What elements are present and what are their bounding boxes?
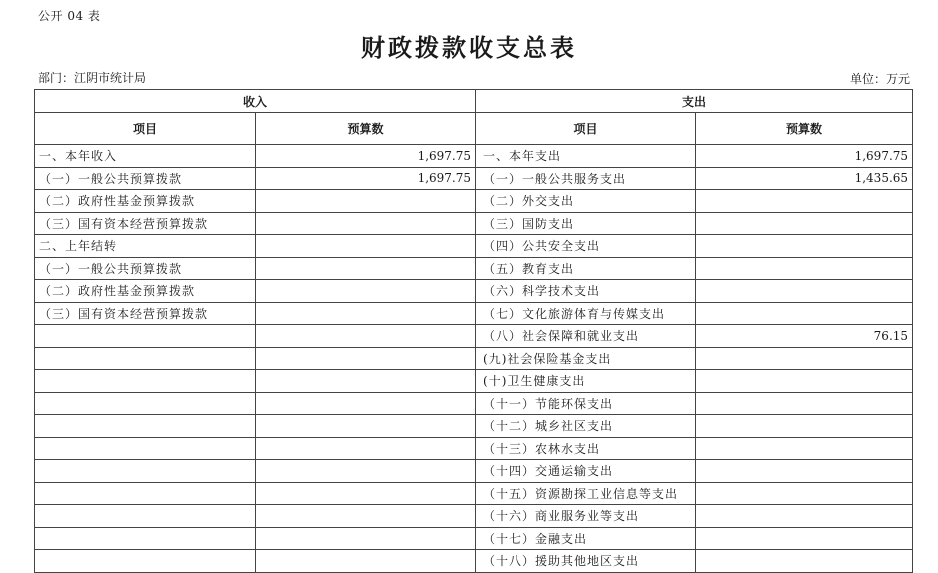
income-value-cell [256, 212, 476, 235]
expense-value-cell: 76.15 [696, 325, 913, 348]
expense-value-cell [696, 550, 913, 573]
income-item-cell: （一）一般公共预算拨款 [35, 257, 256, 280]
budget-table [34, 89, 913, 573]
expense-value-cell [696, 370, 913, 393]
income-item-cell [35, 347, 256, 370]
table-row [35, 527, 913, 550]
table-row [35, 325, 913, 348]
income-item-cell: 一、本年收入 [35, 145, 256, 168]
income-value-cell [256, 235, 476, 258]
table-row [35, 190, 913, 213]
expense-value-cell: 1,697.75 [696, 145, 913, 168]
table-row [35, 347, 913, 370]
expense-item-cell: （十六）商业服务业等支出 [476, 505, 696, 528]
income-item-cell: （三）国有资本经营预算拨款 [35, 302, 256, 325]
income-item-cell [35, 325, 256, 348]
income-value-cell [256, 482, 476, 505]
income-value-cell [256, 347, 476, 370]
expense-item-cell: （十四）交通运输支出 [476, 460, 696, 483]
income-value-cell [256, 505, 476, 528]
expense-item-header: 项目 [476, 113, 696, 145]
expense-item-cell: （六）科学技术支出 [476, 280, 696, 303]
expense-value-cell [696, 280, 913, 303]
income-item-cell [35, 415, 256, 438]
income-value-cell: 1,697.75 [256, 167, 476, 190]
income-item-header: 项目 [35, 113, 256, 145]
income-item-cell [35, 505, 256, 528]
page-title: 财政拨款收支总表 [361, 33, 577, 62]
income-value-cell [256, 302, 476, 325]
income-item-cell: 二、上年结转 [35, 235, 256, 258]
income-item-cell [35, 527, 256, 550]
expense-item-cell: （七）文化旅游体育与传媒支出 [476, 302, 696, 325]
income-item-cell [35, 437, 256, 460]
expense-value-cell [696, 392, 913, 415]
income-value-cell [256, 257, 476, 280]
form-number: 公开 04 表 [38, 9, 101, 23]
table-row [35, 550, 913, 573]
expense-value-cell [696, 482, 913, 505]
income-item-cell: （二）政府性基金预算拨款 [35, 190, 256, 213]
income-item-cell: （三）国有资本经营预算拨款 [35, 212, 256, 235]
table-row [35, 212, 913, 235]
expense-item-cell: （十一）节能环保支出 [476, 392, 696, 415]
income-value-cell [256, 415, 476, 438]
income-item-cell [35, 460, 256, 483]
expense-item-cell: （十三）农林水支出 [476, 437, 696, 460]
table-row [35, 370, 913, 393]
income-value-cell [256, 437, 476, 460]
table-row [35, 145, 913, 168]
expense-value-cell [696, 212, 913, 235]
table-row [35, 257, 913, 280]
expense-item-cell: （一）一般公共服务支出 [476, 167, 696, 190]
income-item-cell [35, 550, 256, 573]
income-item-cell: （二）政府性基金预算拨款 [35, 280, 256, 303]
income-value-cell [256, 190, 476, 213]
budget-rows [35, 145, 913, 573]
expense-item-cell: (十)卫生健康支出 [476, 370, 696, 393]
income-value-cell [256, 392, 476, 415]
table-row [35, 235, 913, 258]
expense-value-cell [696, 235, 913, 258]
expense-item-cell: （五）教育支出 [476, 257, 696, 280]
expense-item-cell: （二）外交支出 [476, 190, 696, 213]
expense-value-cell [696, 347, 913, 370]
expense-value-cell [696, 190, 913, 213]
department-label: 部门：江阴市统计局 [38, 71, 147, 85]
table-row [35, 392, 913, 415]
expense-value-cell [696, 302, 913, 325]
expense-item-cell: （三）国防支出 [476, 212, 696, 235]
income-item-cell [35, 392, 256, 415]
income-budget-header: 预算数 [256, 113, 476, 145]
income-value-cell [256, 460, 476, 483]
table-row [35, 167, 913, 190]
expense-value-cell: 1,435.65 [696, 167, 913, 190]
expense-value-cell [696, 257, 913, 280]
expense-value-cell [696, 437, 913, 460]
table-row [35, 302, 913, 325]
income-value-cell [256, 280, 476, 303]
expense-item-cell: 一、本年支出 [476, 145, 696, 168]
income-value-cell [256, 370, 476, 393]
expense-item-cell: （十七）金融支出 [476, 527, 696, 550]
income-value-cell [256, 325, 476, 348]
expense-item-cell: （十八）援助其他地区支出 [476, 550, 696, 573]
table-row [35, 280, 913, 303]
expense-item-cell: (九)社会保险基金支出 [476, 347, 696, 370]
income-value-cell: 1,697.75 [256, 145, 476, 168]
income-item-cell: （一）一般公共预算拨款 [35, 167, 256, 190]
expense-item-cell: （四）公共安全支出 [476, 235, 696, 258]
income-item-cell [35, 482, 256, 505]
expense-value-cell [696, 415, 913, 438]
table-row [35, 437, 913, 460]
table-row [35, 482, 913, 505]
income-value-cell [256, 527, 476, 550]
income-group-header: 收入 [35, 90, 476, 113]
expense-value-cell [696, 527, 913, 550]
expense-budget-header: 预算数 [696, 113, 913, 145]
expense-item-cell: （八）社会保障和就业支出 [476, 325, 696, 348]
income-item-cell [35, 370, 256, 393]
table-row [35, 415, 913, 438]
expense-item-cell: （十二）城乡社区支出 [476, 415, 696, 438]
unit-label: 单位：万元 [849, 72, 910, 86]
expense-group-header: 支出 [476, 90, 913, 113]
expense-value-cell [696, 460, 913, 483]
income-value-cell [256, 550, 476, 573]
expense-value-cell [696, 505, 913, 528]
table-row [35, 505, 913, 528]
expense-item-cell: （十五）资源勘探工业信息等支出 [476, 482, 696, 505]
table-row [35, 460, 913, 483]
